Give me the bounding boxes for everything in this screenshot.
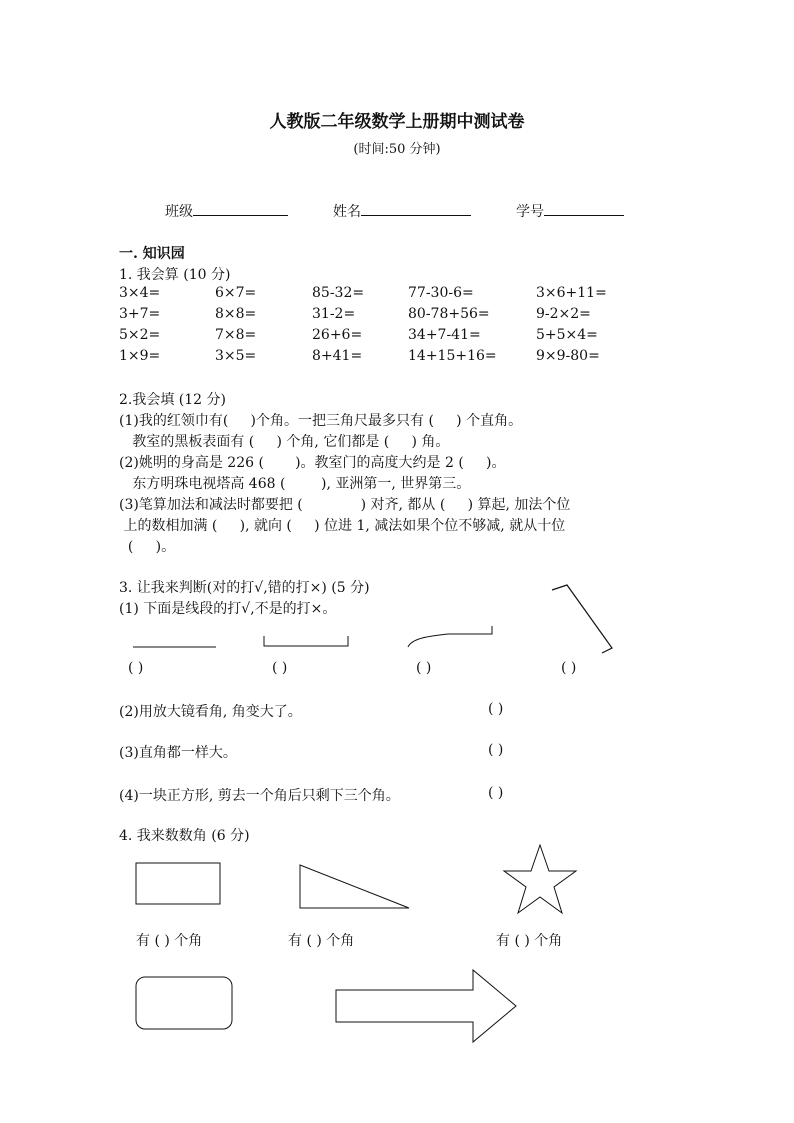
student-number-label: 学号	[516, 204, 544, 220]
page-title: 人教版二年级数学上册期中测试卷	[269, 112, 525, 132]
name-blank[interactable]	[361, 201, 471, 216]
arithmetic-problem: 31-2=	[312, 306, 356, 322]
judge-paren-3[interactable]: ( )	[488, 742, 504, 758]
arithmetic-problem: 3×4=	[119, 285, 161, 301]
count-answer-triangle[interactable]: 有 ( ) 个角	[288, 933, 355, 949]
class-blank[interactable]	[193, 201, 288, 216]
q2-title: 2.我会填 (12 分)	[119, 392, 226, 408]
arithmetic-problem: 8+41=	[312, 348, 363, 364]
segment-line-2	[264, 636, 348, 646]
arithmetic-problem: 9-2×2=	[536, 306, 591, 322]
class-field[interactable]	[165, 201, 288, 221]
arithmetic-problem: 1×9=	[119, 348, 161, 364]
fill-in-line: (2)姚明的身高是 226 ( )。教室门的高度大约是 2 ( )。	[119, 455, 506, 471]
fill-in-line: ( )。	[119, 539, 176, 555]
rounded-rectangle-shape	[136, 977, 232, 1029]
arithmetic-problem: 85-32=	[312, 285, 365, 301]
name-field[interactable]	[333, 201, 471, 221]
judge-item-3: (3)直角都一样大。	[119, 745, 237, 761]
judge-paren-2[interactable]: ( )	[488, 701, 504, 717]
judge-paren-4[interactable]: ( )	[488, 785, 504, 801]
arithmetic-problem: 14+15+16=	[408, 348, 497, 364]
q3-sub1: (1) 下面是线段的打√,不是的打×。	[119, 601, 337, 617]
fill-in-line: 东方明珠电视塔高 468 ( ), 亚洲第一, 世界第三。	[119, 476, 471, 492]
answer-paren-3[interactable]: ( )	[416, 660, 432, 676]
arithmetic-problem: 80-78+56=	[408, 306, 490, 322]
star-shape	[504, 845, 576, 913]
count-answer-rectangle[interactable]: 有 ( ) 个角	[136, 933, 203, 949]
answer-paren-1[interactable]: ( )	[128, 660, 144, 676]
count-answer-star[interactable]: 有 ( ) 个角	[496, 933, 563, 949]
arithmetic-problem: 5+5×4=	[536, 327, 598, 343]
q3-title: 3. 让我来判断(对的打√,错的打×) (5 分)	[119, 580, 370, 596]
arithmetic-problem: 7×8=	[215, 327, 257, 343]
arithmetic-problem: 77-30-6=	[408, 285, 474, 301]
arithmetic-problem: 3+7=	[119, 306, 161, 322]
segment-figures	[0, 570, 794, 660]
section-title: 一. 知识园	[119, 246, 185, 262]
judge-item-2: (2)用放大镜看角, 角变大了。	[119, 704, 302, 720]
answer-paren-2[interactable]: ( )	[272, 660, 288, 676]
class-label: 班级	[165, 204, 193, 220]
arithmetic-problem: 6×7=	[215, 285, 257, 301]
arrow-shape	[336, 970, 516, 1042]
fill-in-line: 教室的黑板表面有 ( ) 个角, 它们都是 ( ) 角。	[119, 434, 450, 450]
curved-line-3	[408, 626, 492, 647]
q1-title: 1. 我会算 (10 分)	[119, 267, 231, 283]
arithmetic-problem: 26+6=	[312, 327, 363, 343]
fill-in-line: (1)我的红领巾有( )个角。一把三角尺最多只有 ( ) 个直角。	[119, 413, 523, 429]
arithmetic-problem: 34+7-41=	[408, 327, 481, 343]
student-number-field[interactable]	[516, 201, 624, 221]
answer-paren-4[interactable]: ( )	[561, 660, 577, 676]
arithmetic-problem: 9×9-80=	[536, 348, 600, 364]
arithmetic-problem: 3×5=	[215, 348, 257, 364]
right-triangle-shape	[300, 865, 409, 908]
q4-title: 4. 我来数数角 (6 分)	[119, 828, 250, 844]
student-number-blank[interactable]	[544, 201, 624, 216]
time-limit: (时间:50 分钟)	[353, 142, 441, 157]
rectangle-shape	[136, 863, 220, 904]
fill-in-line: (3)笔算加法和减法时都要把 ( ) 对齐, 都从 ( ) 算起, 加法个位	[119, 497, 571, 513]
judge-item-4: (4)一块正方形, 剪去一个角后只剩下三个角。	[119, 788, 400, 804]
name-label: 姓名	[333, 204, 361, 220]
arithmetic-problem: 8×8=	[215, 306, 257, 322]
arithmetic-problem: 5×2=	[119, 327, 161, 343]
bent-line-4	[552, 585, 612, 653]
fill-in-line: 上的数相加满 ( ), 就向 ( ) 位进 1, 减法如果个位不够减, 就从十位	[119, 518, 566, 534]
angle-shapes	[0, 840, 794, 1050]
arithmetic-problem: 3×6+11=	[536, 285, 607, 301]
